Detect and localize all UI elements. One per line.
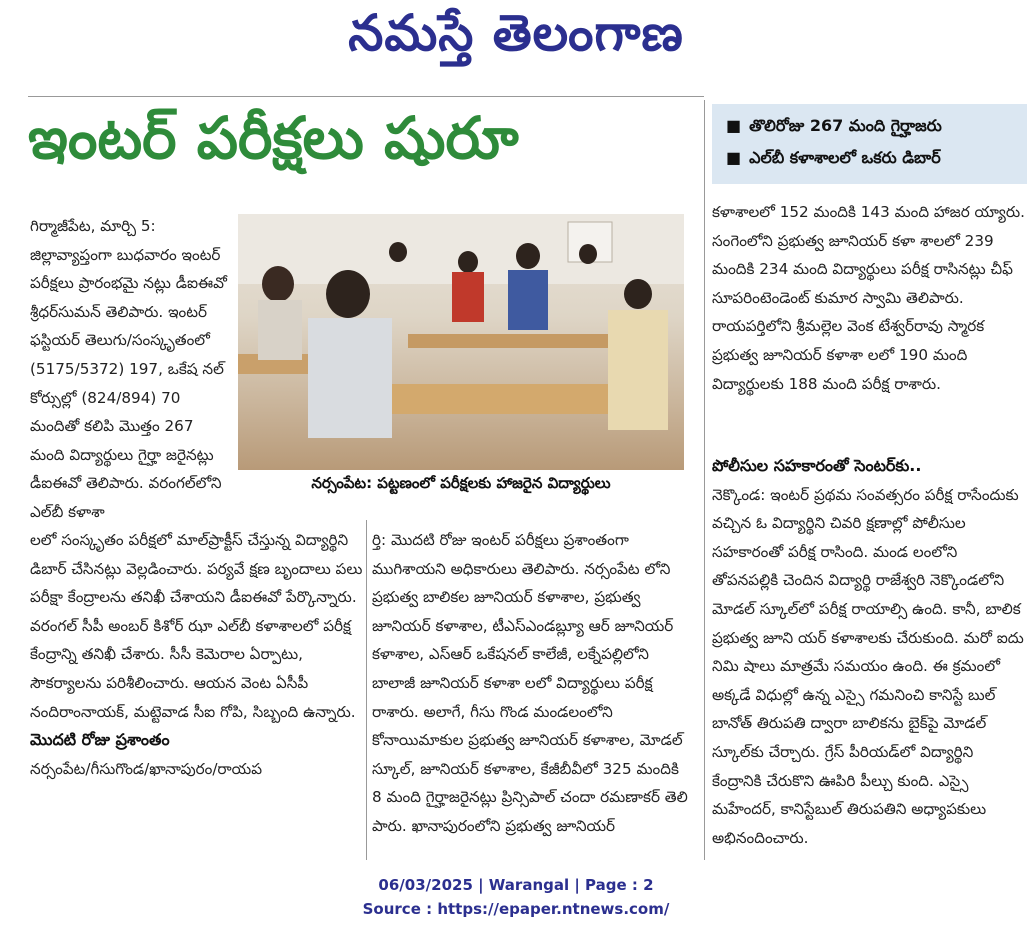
highlights-box: [712, 104, 1027, 184]
article-paragraph: లలో సంస్కృతం పరీక్షలో మాల్‌ప్రాక్టీస్ చేస్తున్న విద్యార్థిని డిబార్ చేసినట్లు వెల్లడించారు. పర్యవే క్షణ బృందాలు పలు పరీక్షా కేంద్రాలను తనిఖీ చేశాయని డీఐఈవో పేర్కొన్నారు. వరంగల్ సీపీ అంబర్ కిశోర్ ఝా ఎల్‌బీ కళాశాలలో పరీక్ష కేంద్రాన్ని తనిఖీ చేశారు. సీసీ కెమెరాల ఏర్పాటు, సౌకర్యాలను పరిశీలించారు. ఆయన వెంట ఏసీపీ నందిరాంనాయక్, మట్టెవాడ సీఐ గోపి, సిబ్బంది ఉన్నారు.: [30, 531, 363, 721]
article-paragraph: నర్సంపేట/గీసుగొండ/ఖానాపురం/రాయప: [30, 759, 262, 778]
article-paragraph: ర్తి: మొదటి రోజు ఇంటర్ పరీక్షలు ప్రశాంతంగా ముగిశాయని అధికారులు తెలిపారు. నర్సంపేట లోని ప్రభుత్వ బాలికల జూనియర్ కళాశాల, ప్రభుత్వ జూనియర్ కళాశాల, టీఎస్‌ఎండబ్ల్యూ ఆర్ జూనియర్ కళాశాల, ఎస్‌ఆర్ ఒకేషనల్ కాలేజీ, లక్నేపల్లిలోని బాలాజీ జూనియర్ కళాశా లలో విద్యార్థులు పరీక్ష రాశారు. అలాగే, గీసు గొండ మండలంలోని కోనాయిమాకుల ప్రభుత్వ జూనియర్ కళాశాల, మోడల్ స్కూల్, జూనియర్ కళాశాల, కేజీబీవీలో 325 మందికి 8 మంది గైర్హాజరైనట్లు ప్రిన్సిపాల్ చందా రమణాకర్ తెలి పారు. ఖానాపురంలోని ప్రభుత్వ జూనియర్: [372, 531, 688, 835]
header-rule: [28, 96, 704, 97]
article-column-1-bottom: [30, 526, 364, 783]
column-divider: [704, 100, 705, 860]
subheading: పోలీసుల సహకారంతో సెంటర్‌కు..: [712, 456, 922, 475]
highlight-item: ■ తొలిరోజు 267 మంది గైర్హాజరు: [726, 110, 1019, 142]
article-paragraph: గిర్మాజీపేట, మార్చి 5: జిల్లావ్యాప్తంగా బుధవారం ఇంటర్ పరీక్షలు ప్రారంభమై నట్లు డీఐఈవో శ్రీధర్‌సుమన్ తెలిపారు. ఇంటర్ ఫస్టియర్ తెలుగు/సంస్కృతంలో (5175/5372) 197, ఒకేష నల్ కోర్సుల్లో (824/894) 70 మందితో కలిపి మొత్తం 267 మంది విద్యార్థులు గైర్హా జరైనట్లు డీఐఈవో తెలిపారు. వరంగల్‌లోని ఎల్‌బీ కళాశా: [30, 217, 227, 521]
masthead-logo: నమస్తే తెలంగాణ: [348, 4, 684, 62]
headline: ఇంటర్ పరీక్షలు షురూ: [28, 104, 519, 172]
column-divider: [366, 520, 367, 860]
footer-source-link[interactable]: Source : https://epaper.ntnews.com/: [362, 900, 670, 918]
article-column-1-top: [30, 212, 230, 527]
photo-illustration: [238, 214, 684, 470]
article-column-3-top: [712, 198, 1027, 398]
article-column-3-bottom: [712, 452, 1027, 852]
photo-caption: నర్సంపేట: పట్టణంలో పరీక్షలకు హాజరైన విద్యార్థులు: [311, 474, 611, 492]
news-photo-students-exam: [238, 214, 684, 470]
bullet-icon: ■: [726, 148, 742, 167]
subheading: మొదటి రోజు ప్రశాంతం: [30, 730, 170, 750]
article-paragraph: కళాశాలలో 152 మందికి 143 మంది హాజర య్యారు. సంగెంలోని ప్రభుత్వ జూనియర్ కళా శాలలో 239 మందికి 234 మంది విద్యార్థులు పరీక్ష రాసినట్లు చీఫ్ సూపరింటెండెంట్ కుమార స్వామి తెలిపారు. రాయపర్తిలోని శ్రీమల్లెల వెంక టేశ్వర్‌రావు స్మారక ప్రభుత్వ జూనియర్ కళాశా లలో 190 మంది విద్యార్థులకు 188 మంది పరీక్ష రాశారు.: [712, 203, 1025, 393]
footer-date-line: 06/03/2025 | Warangal | Page : 2: [378, 876, 654, 894]
article-paragraph: నెక్కొండ: ఇంటర్ ప్రథమ సంవత్సరం పరీక్ష రాసేందుకు వచ్చిన ఓ విద్యార్థిని చివరి క్షణాల్లో పోలీసుల సహకారంతో పరీక్ష రాసింది. మండ లంలోని తోపనపల్లికి చెందిన విద్యార్థి రాజేశ్వరి నెక్కొండలోని మోడల్ స్కూల్‌లో పరీక్ష రాయాల్సి ఉంది. కానీ, బాలిక ప్రభుత్వ జూని యర్ కళాశాలకు చేరుకుంది. మరో ఐదు నిమి షాలు మాత్రమే సమయం ఉంది. ఈ క్రమంలో అక్కడే విధుల్లో ఉన్న ఎస్సై గమనించి కానిస్టే బుల్ బానోత్ తిరుపతి ద్వారా బాలికను బైక్‌పై మోడల్ స్కూల్‌కు చేర్చారు. గ్రేస్ పీరియడ్‌లో విద్యార్థిని కేంద్రానికి చేరుకొని ఊపిరి పీల్చు కుంది. ఎస్సై మహేందర్, కానిస్టేబుల్ తిరుపతిని అధ్యాపకులు అభినందించారు.: [712, 485, 1024, 847]
bullet-icon: ■: [726, 116, 742, 135]
highlight-item: ■ ఎల్‌బీ కళాశాలలో ఒకరు డిబార్: [726, 142, 1019, 174]
article-column-2: [372, 526, 688, 841]
